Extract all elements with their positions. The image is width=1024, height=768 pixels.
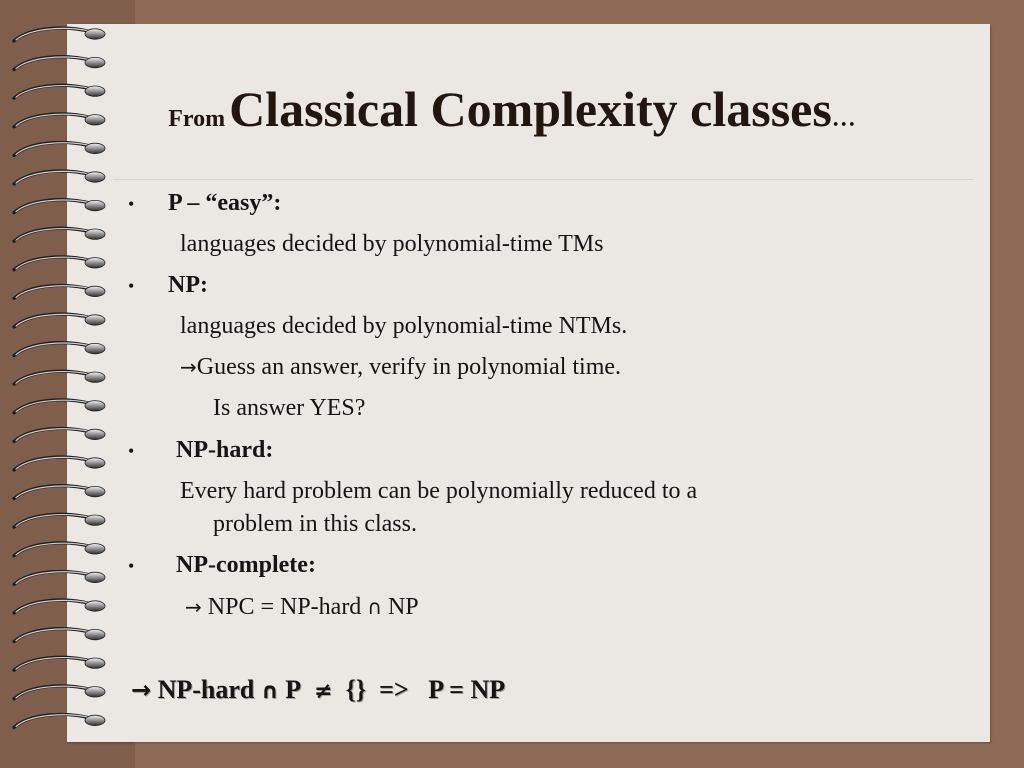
right-arrow-icon: → — [131, 676, 152, 704]
np-question: Is answer YES? — [213, 395, 366, 421]
bullet-marker: • — [128, 441, 135, 461]
p-description: languages decided by polynomial-time TMs — [180, 231, 604, 257]
nphard-description-line-2: problem in this class. — [213, 511, 417, 537]
conclusion-line — [131, 676, 505, 706]
title-prefix: From — [168, 106, 226, 132]
conclusion-empty-set: {} — [345, 675, 367, 704]
bullet-marker: • — [128, 556, 135, 576]
nphard-label: NP-hard: — [176, 437, 274, 463]
np-description: languages decided by polynomial-time NTMs. — [180, 313, 628, 339]
intersection-symbol: ∩ — [367, 595, 382, 619]
bullet-marker: • — [128, 276, 135, 296]
right-arrow-icon: → — [185, 595, 202, 619]
npc-equation-right: NP — [387, 594, 419, 620]
npcomplete-label: NP-complete: — [176, 552, 316, 578]
nphard-description-line-1: Every hard problem can be polynomially reduced to a — [180, 478, 698, 504]
not-equal-symbol: ≠ — [314, 679, 333, 704]
np-guess-text: Guess an answer, verify in polynomial time. — [196, 354, 622, 380]
bullet-marker: • — [128, 194, 135, 214]
npc-equation-left: NPC = NP-hard — [207, 594, 362, 620]
conclusion-nphard: NP-hard — [157, 675, 255, 704]
conclusion-p: P — [285, 675, 302, 704]
intersection-symbol: ∩ — [260, 679, 279, 704]
np-label: NP: — [168, 272, 208, 298]
right-arrow-icon: → — [180, 355, 197, 379]
npc-equation — [185, 593, 419, 621]
p-label: P – “easy”: — [168, 190, 282, 216]
title-main: Classical Complexity classes — [229, 81, 832, 137]
conclusion-implies: => — [379, 675, 409, 704]
np-guess-line — [180, 353, 621, 381]
conclusion-p-equals-np: P = NP — [428, 675, 506, 704]
title-ellipsis: … — [831, 106, 856, 132]
